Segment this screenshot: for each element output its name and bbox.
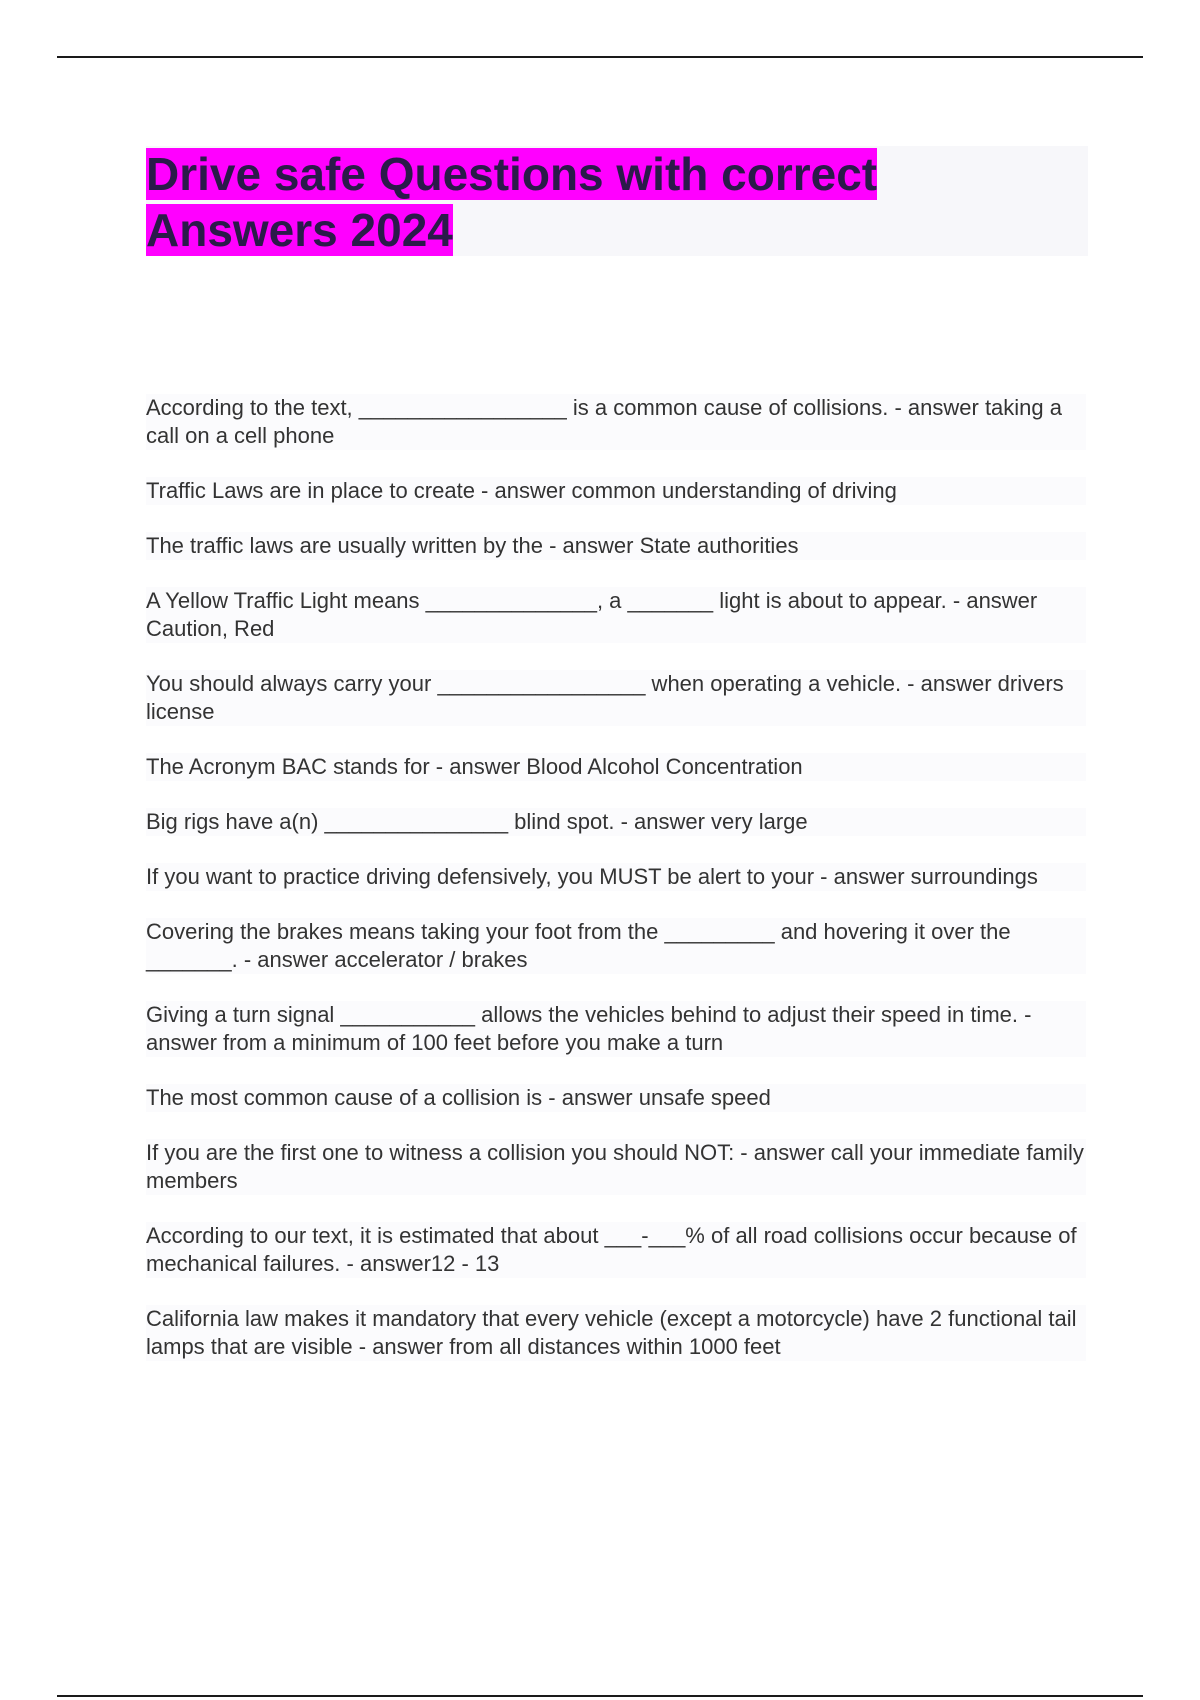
qa-item: Giving a turn signal ___________ allows the vehicles behind to adjust their speed in time. - answer from a minimum of 100 feet before you make a turn	[146, 1001, 1086, 1057]
title-line-2: Answers 2024	[146, 204, 453, 256]
qa-item: The Acronym BAC stands for - answer Blood Alcohol Concentration	[146, 753, 1086, 781]
title-block	[146, 146, 1088, 256]
qa-item: California law makes it mandatory that every vehicle (except a motorcycle) have 2 functional tail lamps that are visible - answer from all distances within 1000 feet	[146, 1305, 1086, 1361]
qa-item: According to our text, it is estimated that about ___-___% of all road collisions occur because of mechanical failures. - answer12 - 13	[146, 1222, 1086, 1278]
page-title	[146, 146, 1088, 258]
qa-item: The most common cause of a collision is - answer unsafe speed	[146, 1084, 1086, 1112]
qa-item: If you want to practice driving defensively, you MUST be alert to your - answer surroundings	[146, 863, 1086, 891]
question-list	[146, 394, 1086, 1388]
header-rule	[57, 56, 1143, 58]
qa-item: Big rigs have a(n) _______________ blind spot. - answer very large	[146, 808, 1086, 836]
footer-rule	[57, 1695, 1143, 1697]
qa-item: Covering the brakes means taking your foot from the _________ and hovering it over the _______. - answer accelerator / brakes	[146, 918, 1086, 974]
qa-item: A Yellow Traffic Light means ______________, a _______ light is about to appear. - answer Caution, Red	[146, 587, 1086, 643]
qa-item: The traffic laws are usually written by the - answer State authorities	[146, 532, 1086, 560]
qa-item: You should always carry your _________________ when operating a vehicle. - answer drivers license	[146, 670, 1086, 726]
title-line-1: Drive safe Questions with correct	[146, 148, 878, 200]
qa-item: Traffic Laws are in place to create - answer common understanding of driving	[146, 477, 1086, 505]
qa-item: If you are the first one to witness a collision you should NOT: - answer call your immediate family members	[146, 1139, 1086, 1195]
qa-item: According to the text, _________________ is a common cause of collisions. - answer taking a call on a cell phone	[146, 394, 1086, 450]
